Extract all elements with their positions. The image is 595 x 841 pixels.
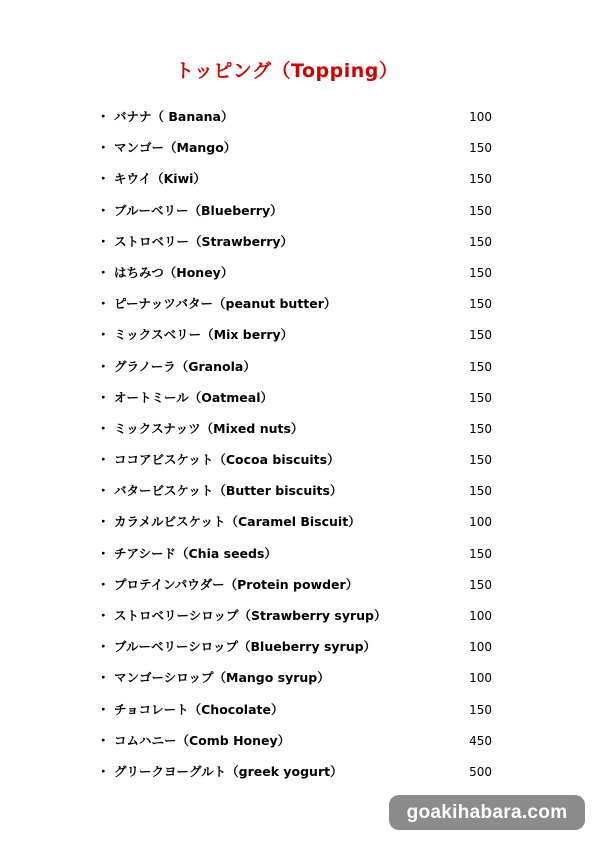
list-item	[97, 200, 497, 231]
bullet-mark: ・	[97, 389, 110, 405]
list-item	[97, 231, 497, 262]
item-name: マンゴーシロップ（Mango syrup）	[114, 670, 330, 686]
item-price: 150	[469, 234, 492, 249]
item-name: ピーナッツバター（peanut butter）	[114, 296, 337, 312]
list-item	[97, 667, 497, 698]
item-name: バナナ（ Banana）	[114, 109, 234, 124]
list-item	[97, 356, 497, 387]
item-name: チョコレート（Chocolate）	[114, 701, 284, 717]
item-name: ブルーベリーシロップ（Blueberry syrup）	[114, 639, 377, 655]
list-item	[97, 699, 497, 730]
bullet-mark: ・	[97, 358, 110, 374]
bullet-mark: ・	[97, 763, 110, 779]
item-price: 150	[469, 390, 492, 405]
list-item	[97, 761, 497, 792]
item-name: チアシード（Chia seeds）	[114, 545, 277, 561]
item-price: 150	[469, 546, 492, 561]
bullet-mark: ・	[97, 576, 110, 592]
item-price: 150	[469, 265, 492, 280]
item-name: プロテインパウダー（Protein powder）	[114, 576, 359, 592]
list-item	[97, 543, 497, 574]
item-name: マンゴー（Mango）	[114, 140, 237, 156]
item-name: ココアビスケット（Cocoa biscuits）	[114, 452, 340, 468]
item-name: ストロベリーシロップ（Strawberry syrup）	[114, 608, 387, 623]
item-price: 100	[469, 671, 492, 686]
bullet-mark: ・	[97, 327, 110, 343]
bullet-mark: ・	[97, 545, 110, 561]
item-name: グラノーラ（Granola）	[114, 358, 256, 374]
bullet-mark: ・	[97, 171, 110, 187]
bullet-mark: ・	[97, 514, 110, 530]
list-item	[97, 574, 497, 605]
item-price: 150	[469, 203, 492, 218]
item-price: 150	[469, 141, 492, 156]
item-name: ブルーベリー（Blueberry）	[114, 202, 283, 218]
bullet-mark: ・	[97, 140, 110, 156]
list-item	[97, 605, 497, 636]
bullet-mark: ・	[97, 639, 110, 655]
item-name: バタービスケット（Butter biscuits）	[114, 483, 343, 499]
list-item	[97, 262, 497, 293]
item-name: はちみつ（Honey）	[114, 264, 234, 280]
item-price: 150	[469, 172, 492, 187]
item-price: 150	[469, 297, 492, 312]
item-price: 150	[469, 484, 492, 499]
topping-menu-list	[97, 106, 497, 792]
bullet-mark: ・	[97, 296, 110, 312]
bullet-mark: ・	[97, 701, 110, 717]
page-title: トッピング（Topping）	[175, 60, 399, 82]
item-price: 100	[469, 515, 492, 530]
list-item	[97, 418, 497, 449]
list-item	[97, 387, 497, 418]
bullet-mark: ・	[97, 483, 110, 499]
item-price: 150	[469, 359, 492, 374]
item-price: 100	[469, 640, 492, 655]
list-item	[97, 137, 497, 168]
item-price: 100	[469, 110, 492, 124]
list-item	[97, 511, 497, 542]
item-name: ストロベリー（Strawberry）	[114, 233, 294, 249]
item-name: カラメルビスケット（Caramel Biscuit）	[114, 514, 361, 530]
list-item	[97, 636, 497, 667]
list-item	[97, 168, 497, 199]
list-item	[97, 480, 497, 511]
item-price: 150	[469, 453, 492, 468]
item-price: 150	[469, 421, 492, 436]
list-item	[97, 449, 497, 480]
item-name: コムハニー（Comb Honey）	[114, 732, 291, 748]
item-price: 150	[469, 577, 492, 592]
item-price: 100	[469, 609, 492, 623]
bullet-mark: ・	[97, 109, 110, 124]
item-name: キウイ（Kiwi）	[114, 171, 206, 187]
bullet-mark: ・	[97, 670, 110, 686]
item-name: オートミール（Oatmeal）	[114, 389, 274, 405]
watermark-logo: goakihabara.com	[389, 795, 585, 830]
list-item	[97, 324, 497, 355]
item-price: 150	[469, 702, 492, 717]
bullet-mark: ・	[97, 608, 110, 623]
item-price: 150	[469, 328, 492, 343]
list-item	[97, 106, 497, 137]
list-item	[97, 730, 497, 761]
bullet-mark: ・	[97, 452, 110, 468]
bullet-mark: ・	[97, 732, 110, 748]
bullet-mark: ・	[97, 233, 110, 249]
bullet-mark: ・	[97, 202, 110, 218]
list-item	[97, 293, 497, 324]
item-price: 500	[469, 764, 492, 779]
item-price: 450	[469, 733, 492, 748]
bullet-mark: ・	[97, 420, 110, 436]
bullet-mark: ・	[97, 264, 110, 280]
item-name: ミックスナッツ（Mixed nuts）	[114, 420, 304, 436]
item-name: ミックスベリー（Mix berry）	[114, 327, 294, 343]
item-name: グリークヨーグルト（greek yogurt）	[114, 763, 343, 779]
